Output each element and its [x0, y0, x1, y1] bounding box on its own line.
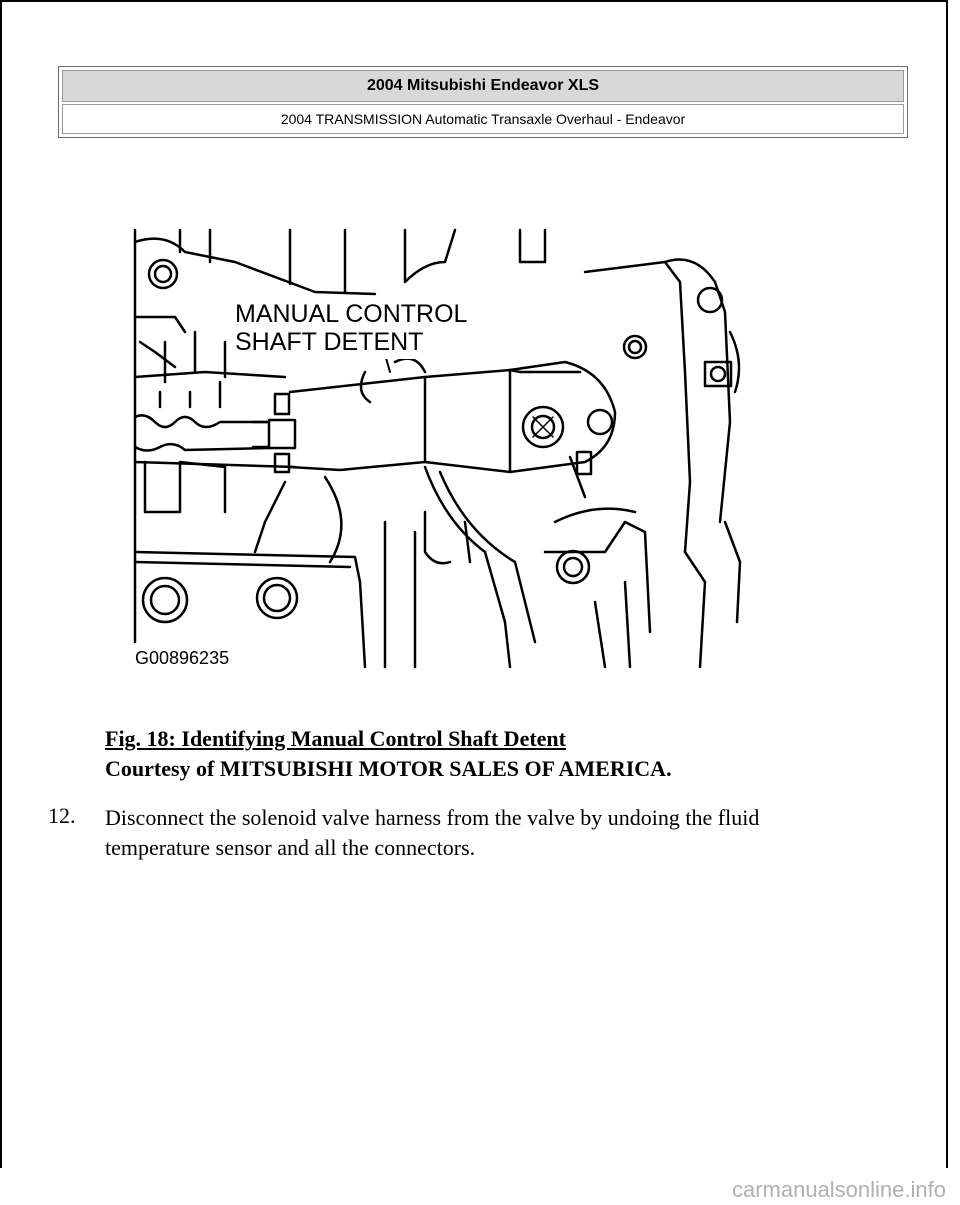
figure-caption: Fig. 18: Identifying Manual Control Shaft Detent [105, 726, 566, 751]
figure-label-line2: SHAFT DETENT [235, 328, 424, 356]
figure-label-line1: MANUAL CONTROL [235, 300, 468, 328]
figure-code: G00896235 [135, 648, 230, 668]
watermark: carmanualsonline.info [731, 1177, 946, 1202]
step-text: Disconnect the solenoid valve harness from the valve by undoing the fluid temperature sensor and all the connectors. [105, 805, 760, 860]
transaxle-illustration [125, 222, 750, 672]
header-title: 2004 Mitsubishi Endeavor XLS [62, 70, 904, 102]
step-number: 12. [48, 803, 76, 828]
header-subtitle: 2004 TRANSMISSION Automatic Transaxle Overhaul - Endeavor [62, 104, 904, 134]
document-header [58, 66, 908, 138]
figure-courtesy: Courtesy of MITSUBISHI MOTOR SALES OF AMERICA. [105, 756, 672, 781]
